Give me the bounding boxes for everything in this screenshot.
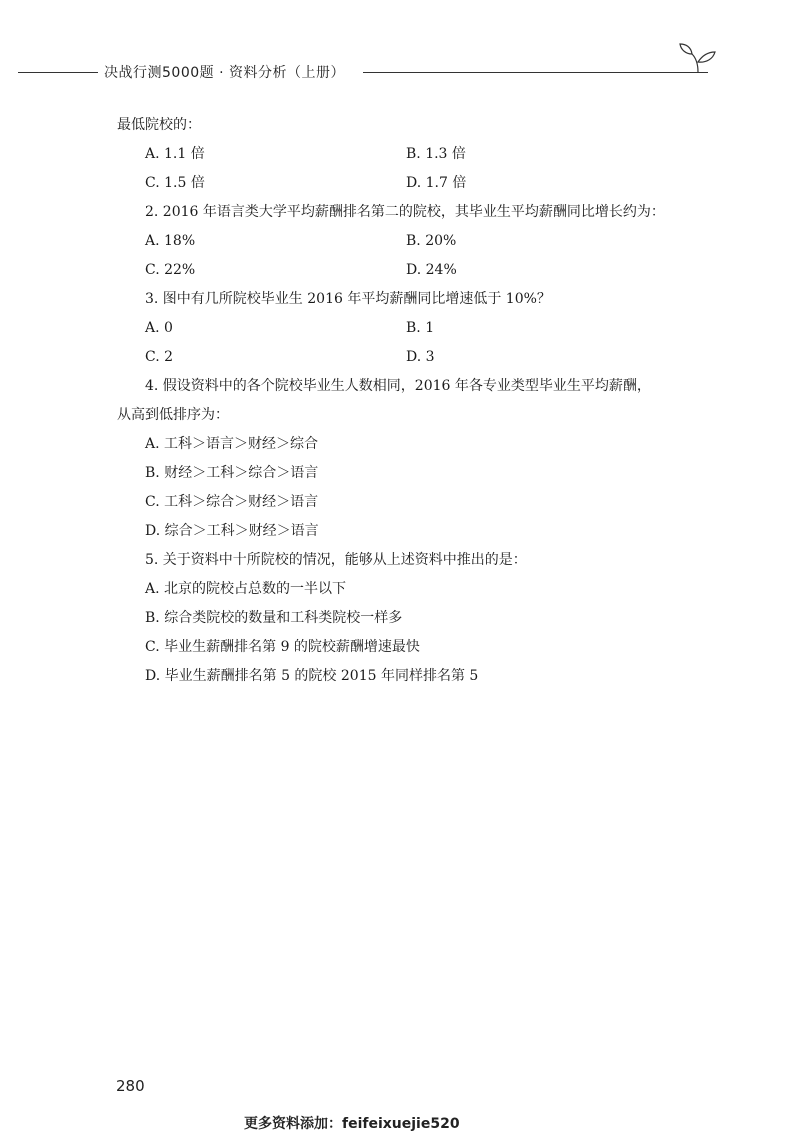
q5-option-b: B. 综合类院校的数量和工科类院校一样多 [145, 610, 403, 626]
q5-option-a: A. 北京的院校占总数的一半以下 [145, 581, 347, 597]
q1-option-row-2 [117, 169, 717, 198]
question-2: 2. 2016 年语言类大学平均薪酬排名第二的院校，其毕业生平均薪酬同比增长约为： [145, 204, 665, 220]
q2-option-row-2 [117, 256, 717, 285]
question-4-line-2: 从高到低排序为： [117, 407, 229, 423]
q4-option-a: A. 工科＞语言＞财经＞综合 [145, 436, 319, 452]
q4-option-c: C. 工科＞综合＞财经＞语言 [145, 494, 319, 510]
q3-option-a: A. 0 [145, 320, 173, 336]
q3-option-row-1 [117, 314, 717, 343]
footer-watermark: 更多资料添加：feifeixuejie520 [244, 1116, 460, 1132]
q3-option-b: B. 1 [406, 320, 435, 336]
page-number: 280 [116, 1077, 145, 1095]
q3-option-row-2 [117, 343, 717, 372]
header-rule-right [363, 72, 708, 73]
header-rule-left [18, 72, 98, 73]
book-title: 决战行测5000题 · 资料分析（上册） [104, 65, 345, 81]
q2-option-row-1 [117, 227, 717, 256]
question-5: 5. 关于资料中十所院校的情况，能够从上述资料中推出的是： [145, 552, 527, 568]
q4-option-d: D. 综合＞工科＞财经＞语言 [145, 523, 319, 539]
q2-option-b: B. 20% [406, 233, 457, 249]
q3-option-c: C. 2 [145, 349, 174, 365]
q1-option-a: A. 1.1 倍 [145, 146, 205, 162]
q1-option-d: D. 1.7 倍 [406, 175, 467, 191]
q2-option-a: A. 18% [145, 233, 196, 249]
q5-option-d: D. 毕业生薪酬排名第 5 的院校 2015 年同样排名第 5 [145, 668, 479, 684]
running-header [18, 60, 718, 84]
q3-option-d: D. 3 [406, 349, 435, 365]
q1-option-row-1 [117, 140, 717, 169]
q1-option-b: B. 1.3 倍 [406, 146, 466, 162]
question-4-line-1: 4. 假设资料中的各个院校毕业生人数相同，2016 年各专业类型毕业生平均薪酬， [145, 378, 651, 394]
q5-option-c: C. 毕业生薪酬排名第 9 的院校薪酬增速最快 [145, 639, 420, 655]
q2-option-d: D. 24% [406, 262, 457, 278]
question-content [117, 111, 717, 691]
q4-option-b: B. 财经＞工科＞综合＞语言 [145, 465, 319, 481]
question-3: 3. 图中有几所院校毕业生 2016 年平均薪酬同比增速低于 10%？ [145, 291, 551, 307]
q1-option-c: C. 1.5 倍 [145, 175, 205, 191]
sprout-icon [678, 40, 718, 74]
q2-option-c: C. 22% [145, 262, 196, 278]
intro-line: 最低院校的： [117, 117, 201, 133]
